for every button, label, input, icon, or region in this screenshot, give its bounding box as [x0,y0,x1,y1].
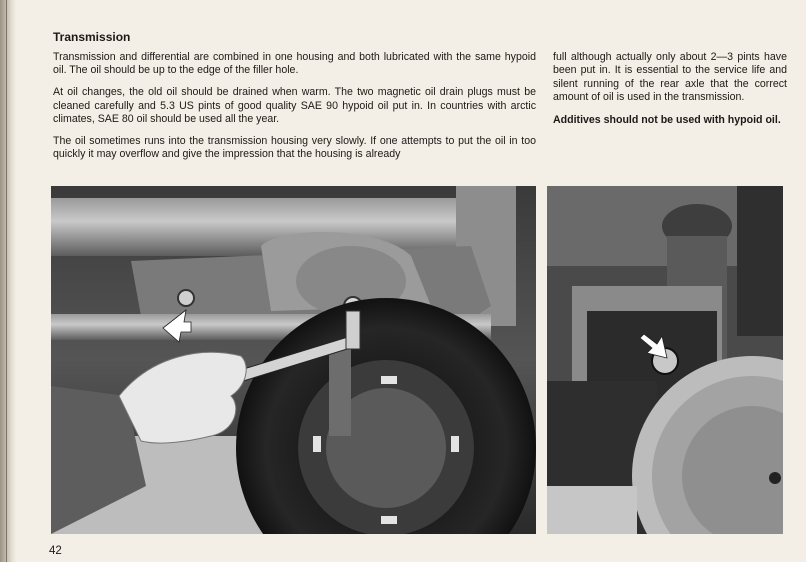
paragraph-3: The oil sometimes runs into the transmission housing very slowly. If one attempts to put the oil in too quickly it may overflow and give the impression that the housing is already [53,135,536,161]
photo-drain-plug-near-wheel [547,186,783,534]
photo-right-illustration [547,186,783,534]
section-title: Transmission [53,30,131,44]
right-text-column [553,51,787,136]
paragraph-continued: full although actually only about 2—3 pints have been put in. It is essential to the service life and silent running of the rear axle that the correct amount of oil is used in the transmission. [553,51,787,104]
paragraph-1: Transmission and differential are combined in one housing and both lubricated with the same hypoid oil. The oil should be up to the edge of the filler hole. [53,51,536,77]
page-binding-edge [0,0,16,562]
page-number: 42 [49,545,62,557]
photo-left-illustration [51,186,536,534]
paragraph-2: At oil changes, the old oil should be drained when warm. The two magnetic oil drain plugs must be cleaned carefully and 5.3 US pints of good quality SAE 90 hypoid oil put in. In countries with arctic climates, SAE 80 oil should be used all the year. [53,86,536,126]
photo-transmission-drain-plug [51,186,536,534]
left-text-column [53,51,536,170]
additives-note: Additives should not be used with hypoid oil. [553,113,781,126]
